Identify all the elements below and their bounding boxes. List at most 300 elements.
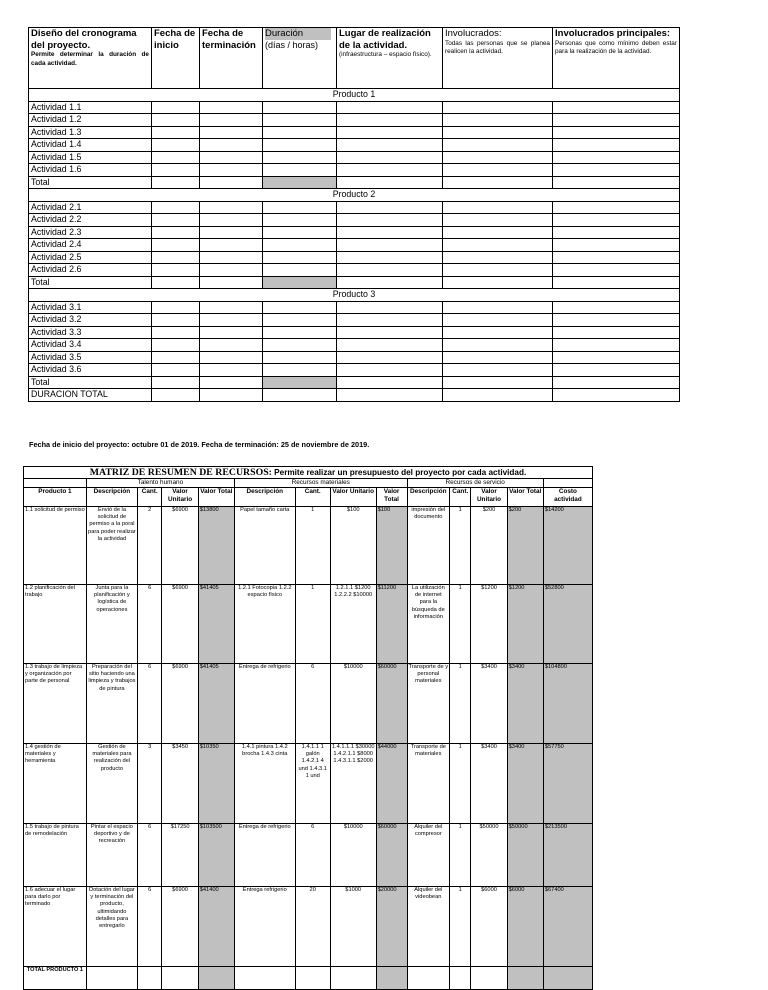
actividad-label: Actividad 3.5	[29, 351, 152, 364]
cell-rm-vt: $11200	[376, 585, 407, 664]
duracion-total-cell	[152, 389, 200, 402]
actividad-label: Actividad 2.2	[29, 214, 152, 227]
header-involucrados-principales	[553, 28, 680, 89]
actividad-cell	[263, 364, 337, 377]
cell-th-cant: 3	[137, 744, 162, 824]
matriz-title-row	[24, 467, 593, 479]
actividad-row	[29, 364, 680, 377]
total-cell	[295, 967, 330, 990]
actividad-cell	[553, 114, 680, 127]
total-cell	[152, 176, 200, 189]
actividad-cell	[337, 226, 443, 239]
header-lugar-sub: (infraestructura – espacio físico).	[339, 51, 432, 58]
actividad-row	[29, 301, 680, 314]
total-cell	[450, 967, 471, 990]
matriz-data-row	[24, 887, 593, 967]
total-cell	[553, 276, 680, 289]
actividad-cell	[200, 326, 263, 339]
actividad-row	[29, 126, 680, 139]
producto-header-row	[29, 89, 680, 102]
actividad-cell	[263, 326, 337, 339]
cell-th-vt: $103500	[198, 824, 234, 887]
total-cell	[553, 176, 680, 189]
duracion-total-cell	[263, 389, 337, 402]
total-label: Total	[29, 276, 152, 289]
actividad-cell	[200, 301, 263, 314]
actividad-cell	[337, 264, 443, 277]
actividad-cell	[337, 314, 443, 327]
header-fecha-inicio	[152, 28, 200, 89]
actividad-cell	[553, 326, 680, 339]
actividad-label: Actividad 3.1	[29, 301, 152, 314]
cell-costo: $67400	[543, 887, 592, 967]
cell-rs-desc: La utilización de internet para la búsqueda de información	[407, 585, 450, 664]
actividad-cell	[263, 339, 337, 352]
cell-costo: $57750	[543, 744, 592, 824]
matriz-recursos-table	[23, 466, 593, 990]
actividad-label: Actividad 3.4	[29, 339, 152, 352]
cell-rs-desc: Transporte de materiales	[407, 744, 450, 824]
actividad-cell	[200, 164, 263, 177]
header-involucrados-title: Involucrados:	[445, 28, 502, 39]
cell-rs-cant: 1	[450, 744, 471, 824]
actividad-cell	[152, 339, 200, 352]
actividad-cell	[152, 126, 200, 139]
actividad-cell	[553, 151, 680, 164]
actividad-cell	[553, 226, 680, 239]
actividad-label: Actividad 1.3	[29, 126, 152, 139]
matriz-total-row	[24, 967, 593, 990]
cell-rs-cant: 1	[450, 585, 471, 664]
cell-rm-cant: 1	[295, 507, 330, 585]
matriz-data-row	[24, 507, 593, 585]
header-fecha-inicio-title: Fecha de inicio	[154, 28, 196, 51]
total-cell	[162, 967, 198, 990]
cell-costo: $104800	[543, 664, 592, 744]
cell-th-vu: $17250	[162, 824, 198, 887]
actividad-cell	[152, 114, 200, 127]
total-cell	[443, 276, 553, 289]
matriz-data-row	[24, 744, 593, 824]
producto-title: Producto 2	[29, 189, 680, 202]
total-cell	[200, 276, 263, 289]
actividad-cell	[152, 314, 200, 327]
actividad-cell	[263, 126, 337, 139]
actividad-cell	[200, 126, 263, 139]
cell-th-vt: $13800	[198, 507, 234, 585]
actividad-cell	[443, 314, 553, 327]
column-header: Valor Unitario	[471, 488, 507, 507]
cell-th-vu: $3450	[162, 744, 198, 824]
producto-header-row	[29, 289, 680, 302]
cell-rs-vu: $6000	[471, 887, 507, 967]
actividad-cell	[337, 139, 443, 152]
actividad-row	[29, 214, 680, 227]
actividad-row	[29, 351, 680, 364]
cell-th-vu: $6900	[162, 664, 198, 744]
actividad-cell	[337, 201, 443, 214]
cell-rs-cant: 1	[450, 507, 471, 585]
actividad-cell	[553, 351, 680, 364]
cell-rs-vu: $3400	[471, 744, 507, 824]
actividad-cell	[337, 339, 443, 352]
header-involucrados-principales-sub: Personas que como mínimo deben estar para la realización de la actividad.	[555, 39, 677, 55]
actividad-cell	[553, 314, 680, 327]
column-header: Valor Total	[198, 488, 234, 507]
cell-th-cant: 6	[137, 664, 162, 744]
total-cell	[337, 376, 443, 389]
actividad-cell	[443, 339, 553, 352]
cell-rm-cant: 6	[295, 664, 330, 744]
actividad-cell	[152, 251, 200, 264]
cell-th-desc: Preparación del sitio haciendo una limpieza y trabajos de pintura	[86, 664, 137, 744]
duracion-total-label: DURACION TOTAL	[29, 389, 152, 402]
column-header: Cant.	[137, 488, 162, 507]
header-involucrados-principales-title: Involucrados principales:	[555, 28, 671, 39]
cell-rs-vt: $3400	[507, 664, 543, 744]
column-header: Valor Unitario	[162, 488, 198, 507]
actividad-cell	[263, 251, 337, 264]
actividad-cell	[200, 264, 263, 277]
cell-rs-desc: Transporte de y personal materiales	[407, 664, 450, 744]
cell-rm-vt: $44000	[376, 744, 407, 824]
total-duracion-cell	[263, 376, 337, 389]
total-cell	[200, 376, 263, 389]
group-recursos-servicio: Recursos de servicio	[407, 479, 543, 488]
duracion-total-cell	[337, 389, 443, 402]
actividad-cell	[553, 101, 680, 114]
actividad-cell	[263, 214, 337, 227]
actividad-cell	[337, 214, 443, 227]
actividad-cell	[337, 301, 443, 314]
matriz-subtitle: Permite realizar un presupuesto del proyecto por cada actividad.	[271, 468, 527, 477]
total-cell	[407, 967, 450, 990]
actividad-row	[29, 264, 680, 277]
actividad-cell	[200, 339, 263, 352]
actividad-cell	[337, 251, 443, 264]
column-header: Descripción	[86, 488, 137, 507]
actividad-cell	[152, 139, 200, 152]
total-duracion-cell	[263, 176, 337, 189]
actividad-cell	[263, 164, 337, 177]
column-header: Cant.	[295, 488, 330, 507]
duracion-total-cell	[200, 389, 263, 402]
header-fecha-terminacion	[200, 28, 263, 89]
actividad-row	[29, 226, 680, 239]
total-row	[29, 176, 680, 189]
actividad-cell	[152, 301, 200, 314]
actividad-cell	[200, 139, 263, 152]
cell-rm-vt: $100	[376, 507, 407, 585]
actividad-cell	[553, 214, 680, 227]
actividad-label: Actividad 2.5	[29, 251, 152, 264]
producto-title: Producto 1	[29, 89, 680, 102]
actividad-label: Actividad 3.6	[29, 364, 152, 377]
actividad-cell	[443, 114, 553, 127]
actividad-label: Actividad 2.1	[29, 201, 152, 214]
cell-rm-vu: $10000	[330, 664, 376, 744]
actividad-cell	[200, 251, 263, 264]
actividad-cell	[200, 151, 263, 164]
actividad-cell	[263, 151, 337, 164]
actividad-cell	[152, 364, 200, 377]
total-duracion-cell	[263, 276, 337, 289]
matriz-column-header-row	[24, 488, 593, 507]
duracion-total-cell	[553, 389, 680, 402]
cell-rm-cant: 1.4.1.1 1 galón 1.4.2.1 4 und 1.4.3.1 1 und	[295, 744, 330, 824]
cell-th-vu: $6900	[162, 507, 198, 585]
actividad-cell	[263, 201, 337, 214]
group-empty	[24, 479, 87, 488]
total-cell	[471, 967, 507, 990]
actividad-cell	[152, 326, 200, 339]
column-header: Valor Total	[507, 488, 543, 507]
matriz-title-cell	[24, 467, 593, 479]
actividad-cell	[337, 326, 443, 339]
actividad-cell	[263, 351, 337, 364]
total-producto-label: TOTAL PRODUCTO 1	[24, 967, 87, 990]
actividad-label: Actividad 3.2	[29, 314, 152, 327]
column-header: Valor Unitario	[330, 488, 376, 507]
total-row	[29, 376, 680, 389]
cell-th-vt: $41405	[198, 664, 234, 744]
cell-th-cant: 6	[137, 887, 162, 967]
actividad-cell	[263, 301, 337, 314]
actividad-cell	[152, 201, 200, 214]
actividad-cell	[152, 264, 200, 277]
cell-th-cant: 6	[137, 585, 162, 664]
matriz-title: MATRIZ DE RESUMEN DE RECURSOS:	[89, 467, 272, 478]
cell-th-cant: 2	[137, 507, 162, 585]
actividad-cell	[263, 264, 337, 277]
actividad-cell	[553, 264, 680, 277]
actividad-cell	[553, 164, 680, 177]
actividad-cell	[337, 101, 443, 114]
group-recursos-materiales: Recursos materiales	[234, 479, 407, 488]
matriz-body	[24, 507, 593, 990]
cell-rm-vt: $60000	[376, 824, 407, 887]
actividad-label: Actividad 1.1	[29, 101, 152, 114]
actividad-cell	[152, 214, 200, 227]
actividad-cell	[337, 239, 443, 252]
cell-rm-vt: $60000	[376, 664, 407, 744]
matriz-data-row	[24, 585, 593, 664]
matriz-data-row	[24, 664, 593, 744]
actividad-cell	[443, 101, 553, 114]
cell-rm-desc: 1.2.1 Fotocopia 1.2.2 espacio físico	[234, 585, 295, 664]
actividad-cell	[553, 364, 680, 377]
actividad-cell	[337, 164, 443, 177]
cell-rs-cant: 1	[450, 887, 471, 967]
cell-rs-cant: 1	[450, 664, 471, 744]
actividad-cell	[152, 164, 200, 177]
total-cell	[543, 967, 592, 990]
cell-costo: $14200	[543, 507, 592, 585]
actividad-cell	[443, 326, 553, 339]
cell-rm-vt: $20000	[376, 887, 407, 967]
cell-rm-vu: $10000	[330, 824, 376, 887]
actividad-cell	[337, 364, 443, 377]
header-duracion	[263, 28, 337, 89]
column-header: Descripción	[407, 488, 450, 507]
total-cell	[137, 967, 162, 990]
column-header: Cant.	[450, 488, 471, 507]
actividad-cell	[337, 126, 443, 139]
cell-rs-vt: $50000	[507, 824, 543, 887]
header-duracion-sub: (días / horas)	[265, 39, 319, 50]
cell-producto: 1.1 solicitud de permiso	[24, 507, 87, 585]
actividad-cell	[200, 351, 263, 364]
producto-title: Producto 3	[29, 289, 680, 302]
actividad-cell	[553, 301, 680, 314]
cell-rm-desc: Entrega de refrigerio	[234, 824, 295, 887]
actividad-cell	[200, 239, 263, 252]
actividad-cell	[200, 201, 263, 214]
cell-producto: 1.3 trabajo de limpieza y organización por parte de personal	[24, 664, 87, 744]
cell-rs-cant: 1	[450, 824, 471, 887]
header-diseno	[29, 28, 152, 89]
total-cell	[507, 967, 543, 990]
total-cell	[443, 176, 553, 189]
cell-rm-vu: $1000	[330, 887, 376, 967]
actividad-cell	[200, 314, 263, 327]
cell-producto: 1.6 adecuar el lugar para darlo por terminado	[24, 887, 87, 967]
cell-rm-vu: 1.4.1.1.1 $30000 1.4.2.1.1 $8000 1.4.3.1.1 $2000	[330, 744, 376, 824]
actividad-cell	[263, 139, 337, 152]
actividad-label: Actividad 1.2	[29, 114, 152, 127]
cell-rs-desc: Alquiler del videobean	[407, 887, 450, 967]
actividad-cell	[443, 351, 553, 364]
header-diseno-sub: Permite determinar la duración de cada actividad.	[31, 51, 149, 67]
actividad-row	[29, 314, 680, 327]
actividad-cell	[152, 101, 200, 114]
total-cell	[152, 376, 200, 389]
cell-rm-desc: Entrega refrigerio	[234, 887, 295, 967]
cell-rs-vu: $50000	[471, 824, 507, 887]
cell-costo: $213500	[543, 824, 592, 887]
total-cell	[330, 967, 376, 990]
header-duracion-title: Duración	[265, 28, 331, 40]
producto-header-row	[29, 189, 680, 202]
actividad-cell	[263, 114, 337, 127]
actividad-cell	[443, 164, 553, 177]
actividad-cell	[152, 151, 200, 164]
total-label: Total	[29, 176, 152, 189]
actividad-cell	[200, 101, 263, 114]
cell-producto: 1.5 trabajo de pintura de remodelación	[24, 824, 87, 887]
actividad-cell	[152, 226, 200, 239]
cell-rm-vu: $100	[330, 507, 376, 585]
cell-rm-cant: 6	[295, 824, 330, 887]
cell-rm-desc: Entrega de refrigerio	[234, 664, 295, 744]
actividad-cell	[443, 264, 553, 277]
cell-th-vt: $41400	[198, 887, 234, 967]
cell-rs-vu: $1200	[471, 585, 507, 664]
total-cell	[376, 967, 407, 990]
actividad-cell	[200, 226, 263, 239]
cell-producto: 1.2 planificación del trabajo	[24, 585, 87, 664]
actividad-cell	[443, 226, 553, 239]
header-lugar-title: Lugar de realización de la actividad.	[339, 28, 431, 51]
cell-rs-vt: $1200	[507, 585, 543, 664]
matriz-group-row	[24, 479, 593, 488]
actividad-row	[29, 201, 680, 214]
actividad-cell	[337, 351, 443, 364]
actividad-cell	[152, 351, 200, 364]
actividad-cell	[200, 114, 263, 127]
actividad-cell	[200, 214, 263, 227]
total-cell	[152, 276, 200, 289]
total-cell	[86, 967, 137, 990]
cell-rm-cant: 20	[295, 887, 330, 967]
actividad-cell	[337, 151, 443, 164]
cell-th-desc: Gestión de materiales para realización del producto	[86, 744, 137, 824]
actividad-cell	[553, 201, 680, 214]
header-lugar	[337, 28, 443, 89]
actividad-row	[29, 339, 680, 352]
actividad-row	[29, 239, 680, 252]
total-label: Total	[29, 376, 152, 389]
actividad-row	[29, 326, 680, 339]
header-involucrados	[443, 28, 553, 89]
total-cell	[337, 176, 443, 189]
cell-rm-vu: 1.2.1.1 $1200 1.2.2.2 $10000	[330, 585, 376, 664]
actividad-row	[29, 164, 680, 177]
header-fecha-terminacion-title: Fecha de terminación	[202, 28, 256, 51]
actividad-label: Actividad 2.6	[29, 264, 152, 277]
actividad-cell	[200, 364, 263, 377]
actividad-cell	[443, 214, 553, 227]
group-empty-2	[543, 479, 592, 488]
actividad-cell	[443, 201, 553, 214]
total-cell	[337, 276, 443, 289]
actividad-label: Actividad 2.4	[29, 239, 152, 252]
actividad-label: Actividad 1.4	[29, 139, 152, 152]
cell-rs-vt: $6000	[507, 887, 543, 967]
actividad-cell	[553, 251, 680, 264]
actividad-label: Actividad 3.3	[29, 326, 152, 339]
actividad-cell	[443, 151, 553, 164]
actividad-row	[29, 139, 680, 152]
cell-costo: $52800	[543, 585, 592, 664]
actividad-cell	[553, 239, 680, 252]
actividad-label: Actividad 2.3	[29, 226, 152, 239]
column-header: Costo actividad	[543, 488, 592, 507]
total-cell	[553, 376, 680, 389]
total-row	[29, 276, 680, 289]
cell-rm-cant: 1	[295, 585, 330, 664]
total-cell	[443, 376, 553, 389]
total-cell	[200, 176, 263, 189]
cell-th-desc: Envió de la solicitud de permiso a la poral para poder realizar la actividad	[86, 507, 137, 585]
cell-th-cant: 6	[137, 824, 162, 887]
actividad-cell	[553, 339, 680, 352]
cell-th-vt: $41405	[198, 585, 234, 664]
actividad-cell	[337, 114, 443, 127]
cell-th-desc: Junta para la planificación y logística de operaciones	[86, 585, 137, 664]
total-cell	[198, 967, 234, 990]
actividad-cell	[263, 101, 337, 114]
group-talento-humano: Talento humano	[86, 479, 234, 488]
cell-rs-vt: $200	[507, 507, 543, 585]
actividad-cell	[443, 139, 553, 152]
cell-rs-vt: $3400	[507, 744, 543, 824]
project-dates-note: Fecha de inicio del proyecto: octubre 01 de 2019. Fecha de terminación: 25 de noviembre de 2019.	[29, 440, 370, 449]
cronograma-header-row	[29, 28, 680, 89]
cronograma-body	[29, 89, 680, 402]
column-header: Valor Total	[376, 488, 407, 507]
actividad-cell	[263, 239, 337, 252]
